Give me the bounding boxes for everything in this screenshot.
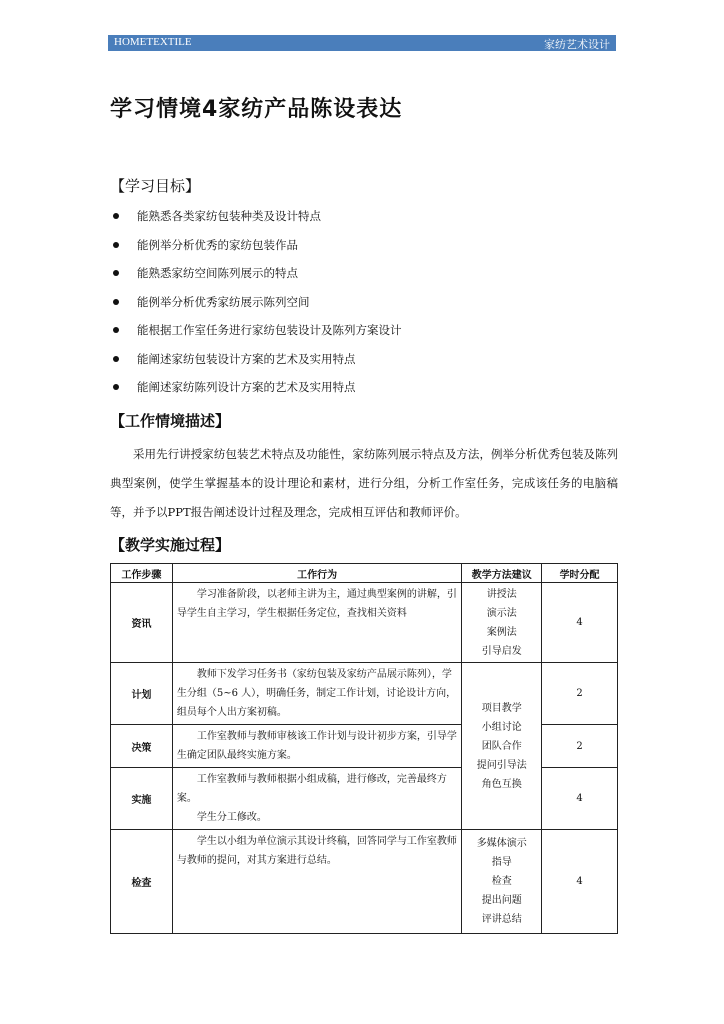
column-header: 工作步骤 (111, 564, 173, 583)
column-header: 教学方法建议 (462, 564, 542, 583)
hours-cell: 4 (542, 830, 618, 934)
list-item: 能熟悉各类家纺包装种类及设计特点 (110, 205, 402, 234)
method-cell-shared: 项目教学 小组讨论 团队合作 提问引导法 角色互换 (462, 663, 542, 830)
bullet-icon (113, 356, 119, 362)
method-cell: 讲授法 演示法 案例法 引导启发 (462, 583, 542, 663)
step-cell: 决策 (111, 725, 173, 768)
process-heading: 【教学实施过程】 (110, 536, 231, 554)
list-item: 能例举分析优秀的家纺包装作品 (110, 234, 402, 263)
objectives-heading: 【学习目标】 (110, 177, 201, 195)
hours-cell: 2 (542, 663, 618, 725)
step-cell: 资讯 (111, 583, 173, 663)
bullet-icon (113, 213, 119, 219)
table-row (111, 725, 618, 768)
table-row (111, 830, 618, 934)
table-row (111, 583, 618, 663)
header-right-text: 家纺艺术设计 (544, 39, 610, 51)
situation-text: 采用先行讲授家纺包装艺术特点及功能性，家纺陈列展示特点及方法，例举分析优秀包装及陈列典型案例，使学生掌握基本的设计理论和素材，进行分组，分析工作室任务，完成该任务的电脑稿等，并予以PPT报告阐述设计过程及理念，完成相互评估和教师评价。 (110, 447, 618, 519)
behavior-cell: 工作室教师与教师根据小组成稿，进行修改，完善最终方案。 学生分工修改。 (172, 768, 461, 830)
step-cell: 检查 (111, 830, 173, 934)
list-item: 能阐述家纺包装设计方案的艺术及实用特点 (110, 348, 402, 377)
method-cell: 多媒体演示 指导 检查 提出问题 评讲总结 (462, 830, 542, 934)
bullet-icon (113, 327, 119, 333)
situation-heading: 【工作情境描述】 (110, 412, 231, 430)
header-left-text: HOMETEXTILE (114, 36, 192, 48)
behavior-cell: 工作室教师与教师审核该工作计划与设计初步方案，引导学生确定团队最终实施方案。 (172, 725, 461, 768)
process-table (110, 563, 618, 934)
table-row (111, 768, 618, 830)
step-cell: 实施 (111, 768, 173, 830)
header-bar (108, 35, 616, 51)
list-item: 能例举分析优秀家纺展示陈列空间 (110, 291, 402, 320)
table-row (111, 663, 618, 725)
bullet-icon (113, 299, 119, 305)
bullet-icon (113, 270, 119, 276)
bullet-icon (113, 242, 119, 248)
behavior-cell: 学习准备阶段，以老师主讲为主，通过典型案例的讲解，引导学生自主学习，学生根据任务定位，查找相关资料 (172, 583, 461, 663)
table-header-row (111, 564, 618, 583)
behavior-cell: 教师下发学习任务书（家纺包装及家纺产品展示陈列），学生分组（5~6 人），明确任务，制定工作计划，讨论设计方向，组员每个人出方案初稿。 (172, 663, 461, 725)
page-title: 学习情境4家纺产品陈设表达 (110, 97, 403, 122)
hours-cell: 4 (542, 768, 618, 830)
objectives-list (110, 205, 402, 405)
list-item: 能根据工作室任务进行家纺包装设计及陈列方案设计 (110, 319, 402, 348)
list-item: 能熟悉家纺空间陈列展示的特点 (110, 262, 402, 291)
hours-cell: 2 (542, 725, 618, 768)
bullet-icon (113, 384, 119, 390)
list-item: 能阐述家纺陈列设计方案的艺术及实用特点 (110, 376, 402, 405)
hours-cell: 4 (542, 583, 618, 663)
column-header: 工作行为 (172, 564, 461, 583)
step-cell: 计划 (111, 663, 173, 725)
behavior-cell: 学生以小组为单位演示其设计终稿，回答同学与工作室教师与教师的提问，对其方案进行总结。 (172, 830, 461, 934)
column-header: 学时分配 (542, 564, 618, 583)
